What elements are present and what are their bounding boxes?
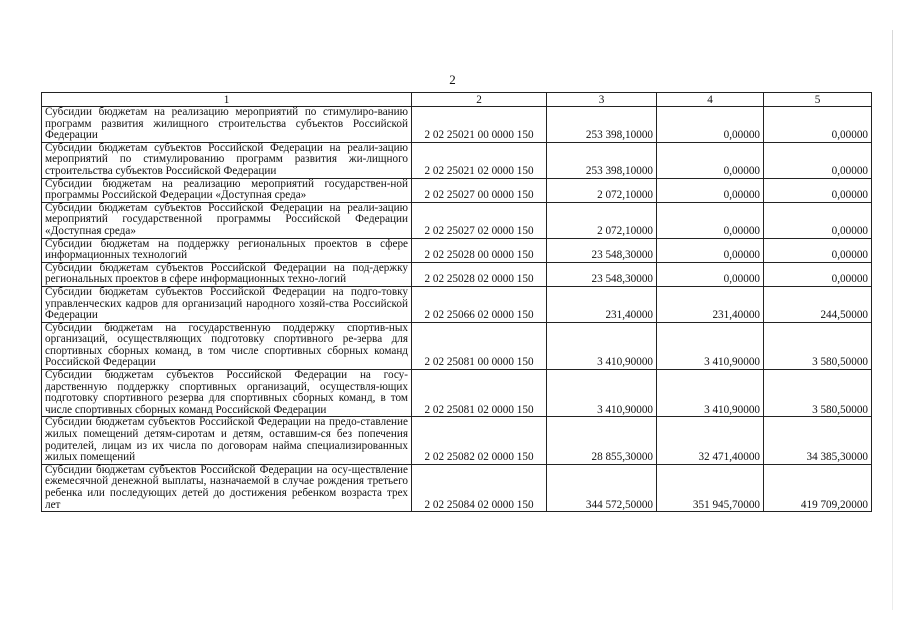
row-code: 2 02 25084 02 0000 150 (412, 464, 547, 511)
row-name: Субсидии бюджетам субъектов Российской Федерации на госу-дарственную поддержку спортивных организаций, осуществля-ющих подготовку спортивного резерва для спортивных сборных команд, в том числе спортивных сборных команд Российской Федерации (42, 370, 412, 417)
table-row (42, 238, 872, 262)
row-name: Субсидии бюджетам субъектов Российской Федерации на под-держку региональных проектов в сфере информационных техно-логий (42, 262, 412, 286)
column-header-2: 2 (412, 93, 547, 107)
table-row (42, 370, 872, 417)
page-number: 2 (449, 72, 456, 87)
table-header-row (42, 93, 872, 107)
row-name: Субсидии бюджетам на поддержку региональных проектов в сфере информационных технологий (42, 238, 412, 262)
row-name: Субсидии бюджетам на реализацию мероприятий государствен-ной программы Российской Федерации «Доступная среда» (42, 178, 412, 202)
column-header-3: 3 (547, 93, 657, 107)
column-header-4: 4 (657, 93, 764, 107)
row-value-5: 34 385,30000 (764, 417, 872, 464)
row-name: Субсидии бюджетам субъектов Российской Федерации на предо-ставление жилых помещений детям-сиротам и детям, оставшим-ся без попечения родителей, лицам из их числа по договорам найма специализированных жилых помещений (42, 417, 412, 464)
row-value-4: 0,00000 (657, 202, 764, 238)
row-value-3: 2 072,10000 (547, 202, 657, 238)
row-name: Субсидии бюджетам субъектов Российской Федерации на реали-зацию мероприятий государственной программы Российской Федерации «Доступная среда» (42, 202, 412, 238)
row-value-3: 253 398,10000 (547, 142, 657, 178)
row-name: Субсидии бюджетам субъектов Российской Федерации на подго-товку управленческих кадров для организаций народного хозяй-ства Российской Федерации (42, 286, 412, 322)
row-value-5: 0,00000 (764, 178, 872, 202)
row-value-3: 28 855,30000 (547, 417, 657, 464)
row-value-3: 23 548,30000 (547, 238, 657, 262)
row-code: 2 02 25021 00 0000 150 (412, 107, 547, 143)
row-value-5: 3 580,50000 (764, 370, 872, 417)
row-value-5: 419 709,20000 (764, 464, 872, 511)
row-value-5: 0,00000 (764, 202, 872, 238)
row-value-3: 253 398,10000 (547, 107, 657, 143)
row-value-4: 0,00000 (657, 142, 764, 178)
row-value-5: 0,00000 (764, 142, 872, 178)
row-value-4: 32 471,40000 (657, 417, 764, 464)
table-row (42, 178, 872, 202)
budget-table (41, 92, 872, 512)
row-value-3: 344 572,50000 (547, 464, 657, 511)
table-row (42, 262, 872, 286)
table-row (42, 202, 872, 238)
row-value-5: 0,00000 (764, 262, 872, 286)
row-name: Субсидии бюджетам субъектов Российской Федерации на осу-ществление ежемесячной денежной выплаты, назначаемой в случае рождения третьего ребенка или последующих детей до достижения ребенком возраста трех лет (42, 464, 412, 511)
row-name: Субсидии бюджетам на реализацию мероприятий по стимулиро-ванию программ развития жилищного строительства субъектов Российской Федерации (42, 107, 412, 143)
row-code: 2 02 25081 02 0000 150 (412, 370, 547, 417)
row-value-3: 231,40000 (547, 286, 657, 322)
row-code: 2 02 25082 02 0000 150 (412, 417, 547, 464)
row-value-3: 3 410,90000 (547, 370, 657, 417)
row-value-4: 0,00000 (657, 262, 764, 286)
table-row (42, 322, 872, 369)
row-value-3: 2 072,10000 (547, 178, 657, 202)
scan-edge-shadow (892, 30, 893, 610)
row-value-4: 3 410,90000 (657, 370, 764, 417)
row-code: 2 02 25027 02 0000 150 (412, 202, 547, 238)
row-name: Субсидии бюджетам на государственную поддержку спортив-ных организаций, осуществляющих подготовку спортивного ре-зерва для спортивных сборных команд, в том числе спортивных сборных команд Российской Федерации (42, 322, 412, 369)
row-code: 2 02 25028 00 0000 150 (412, 238, 547, 262)
table-row (42, 286, 872, 322)
row-value-5: 244,50000 (764, 286, 872, 322)
row-code: 2 02 25066 02 0000 150 (412, 286, 547, 322)
row-value-4: 0,00000 (657, 178, 764, 202)
row-code: 2 02 25021 02 0000 150 (412, 142, 547, 178)
row-value-4: 0,00000 (657, 238, 764, 262)
row-value-5: 3 580,50000 (764, 322, 872, 369)
row-value-4: 3 410,90000 (657, 322, 764, 369)
column-header-1: 1 (42, 93, 412, 107)
row-name: Субсидии бюджетам субъектов Российской Федерации на реали-зацию мероприятий по стимулированию программ развития жи-лищного строительства субъектов Российской Федерации (42, 142, 412, 178)
row-code: 2 02 25027 00 0000 150 (412, 178, 547, 202)
row-value-5: 0,00000 (764, 238, 872, 262)
row-value-4: 0,00000 (657, 107, 764, 143)
row-value-5: 0,00000 (764, 107, 872, 143)
table-row (42, 417, 872, 464)
table-row (42, 107, 872, 143)
table-row (42, 464, 872, 511)
column-header-5: 5 (764, 93, 872, 107)
row-value-3: 3 410,90000 (547, 322, 657, 369)
row-value-4: 351 945,70000 (657, 464, 764, 511)
row-value-3: 23 548,30000 (547, 262, 657, 286)
row-code: 2 02 25081 00 0000 150 (412, 322, 547, 369)
row-code: 2 02 25028 02 0000 150 (412, 262, 547, 286)
row-value-4: 231,40000 (657, 286, 764, 322)
table-row (42, 142, 872, 178)
